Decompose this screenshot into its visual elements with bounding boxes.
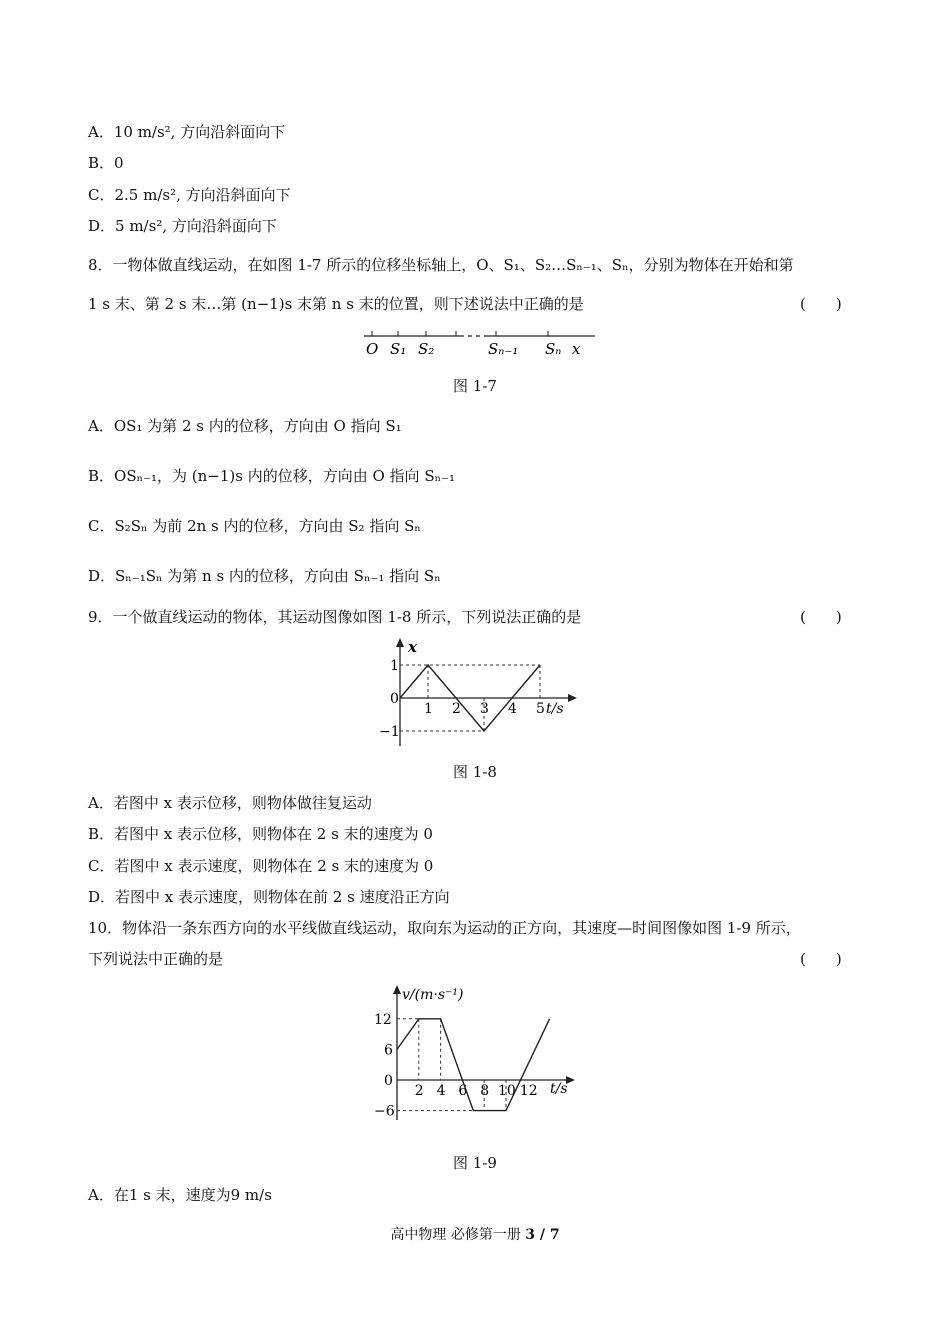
x-axis-label: t/s xyxy=(546,701,564,717)
footer-subject: 高中物理 必修第一册 xyxy=(390,1227,521,1243)
x-tick-label: 4 xyxy=(508,701,517,717)
q8-answer-paren: ( ) xyxy=(800,295,842,313)
label-s1: S₁ xyxy=(390,340,407,358)
q9-option-a: A．若图中 x 表示位移，则物体做往复运动 xyxy=(88,794,372,812)
y-tick-label: 0 xyxy=(384,1073,393,1089)
figure-1-9-chart xyxy=(360,980,590,1125)
label-sn-1: Sₙ₋₁ xyxy=(488,340,519,358)
y-tick-label: −6 xyxy=(374,1103,395,1120)
label-x: x xyxy=(572,340,581,358)
y-axis-arrow xyxy=(393,985,401,994)
q9-option-c: C．若图中 x 表示速度，则物体在 2 s 末的速度为 0 xyxy=(88,857,434,875)
q9-answer-paren: ( ) xyxy=(800,608,842,626)
x-tick-label: 12 xyxy=(519,1083,538,1099)
y-tick-label: 12 xyxy=(374,1011,392,1028)
q8-option-b: B．OSₙ₋₁，为 (n−1)s 内的位移，方向由 O 指向 Sₙ₋₁ xyxy=(88,467,456,485)
x-tick-label: 1 xyxy=(424,701,433,717)
y-tick-label: −1 xyxy=(379,724,400,740)
y-axis-label: x xyxy=(408,638,417,656)
x-tick-label: 5 xyxy=(536,701,545,717)
x-tick-label: 3 xyxy=(480,701,489,717)
figure-1-9-caption: 图 1-9 xyxy=(453,1154,497,1172)
q10-answer-paren: ( ) xyxy=(800,950,842,968)
x-tick-label: 2 xyxy=(452,701,461,717)
label-s2: S₂ xyxy=(418,340,435,358)
q7-option-d: D．5 m/s², 方向沿斜面向下 xyxy=(88,217,277,235)
q10-stem-line1: 10．物体沿一条东西方向的水平线做直线运动，取向东为运动的正方向，其速度—时间图像如图 1-9 所示， xyxy=(88,919,801,937)
q9-stem: 9．一个做直线运动的物体，其运动图像如图 1-8 所示，下列说法正确的是 xyxy=(88,608,582,626)
x-tick-label: 6 xyxy=(458,1083,468,1099)
q8-stem-line2: 1 s 末、第 2 s 末…第 (n−1)s 末第 n s 末的位置，则下述说法中正确的是 xyxy=(88,295,584,313)
q8-option-c: C．S₂Sₙ 为前 2n s 内的位移，方向由 S₂ 指向 Sₙ xyxy=(88,517,421,535)
figure-1-8-chart xyxy=(360,636,580,751)
x-tick-label: 4 xyxy=(436,1083,446,1099)
x-axis-label: t/s xyxy=(550,1081,568,1097)
q7-option-c: C．2.5 m/s², 方向沿斜面向下 xyxy=(88,186,291,204)
x-axis-arrow xyxy=(568,694,577,702)
footer-page-number: 3 / 7 xyxy=(525,1227,560,1243)
x-tick-label: 8 xyxy=(480,1083,490,1099)
label-o: O xyxy=(366,340,379,358)
figure-1-8-caption: 图 1-8 xyxy=(453,763,497,781)
y-axis-label: v/(m·s⁻¹) xyxy=(402,987,464,1003)
q8-option-d: D．Sₙ₋₁Sₙ 为第 n s 内的位移，方向由 Sₙ₋₁ 指向 Sₙ xyxy=(88,567,441,585)
y-axis-arrow xyxy=(396,638,404,647)
y-tick-label: 6 xyxy=(384,1042,393,1059)
y-tick-label: 1 xyxy=(390,658,399,674)
label-sn: Sₙ xyxy=(545,340,562,358)
y-tick-label: 0 xyxy=(390,691,399,707)
q8-option-a: A．OS₁ 为第 2 s 内的位移，方向由 O 指向 S₁ xyxy=(88,417,402,435)
page-footer xyxy=(0,1225,950,1245)
x-tick-label: 10 xyxy=(498,1083,516,1099)
q10-option-a: A．在1 s 末，速度为9 m/s xyxy=(88,1186,272,1204)
q7-option-b: B．0 xyxy=(88,154,124,172)
q10-stem-line2: 下列说法中正确的是 xyxy=(88,950,224,968)
q9-option-d: D．若图中 x 表示速度，则物体在前 2 s 速度沿正方向 xyxy=(88,888,450,906)
q9-option-b: B．若图中 x 表示位移，则物体在 2 s 末的速度为 0 xyxy=(88,825,433,843)
q7-option-a: A．10 m/s², 方向沿斜面向下 xyxy=(88,123,286,141)
q8-stem-line1: 8．一物体做直线运动，在如图 1-7 所示的位移坐标轴上，O、S₁、S₂…Sₙ₋₁、Sₙ，分别为物体在开始和第 xyxy=(88,256,794,274)
x-tick-label: 2 xyxy=(414,1083,424,1099)
figure-1-7-axis xyxy=(360,326,600,362)
figure-1-7-caption: 图 1-7 xyxy=(453,377,497,395)
